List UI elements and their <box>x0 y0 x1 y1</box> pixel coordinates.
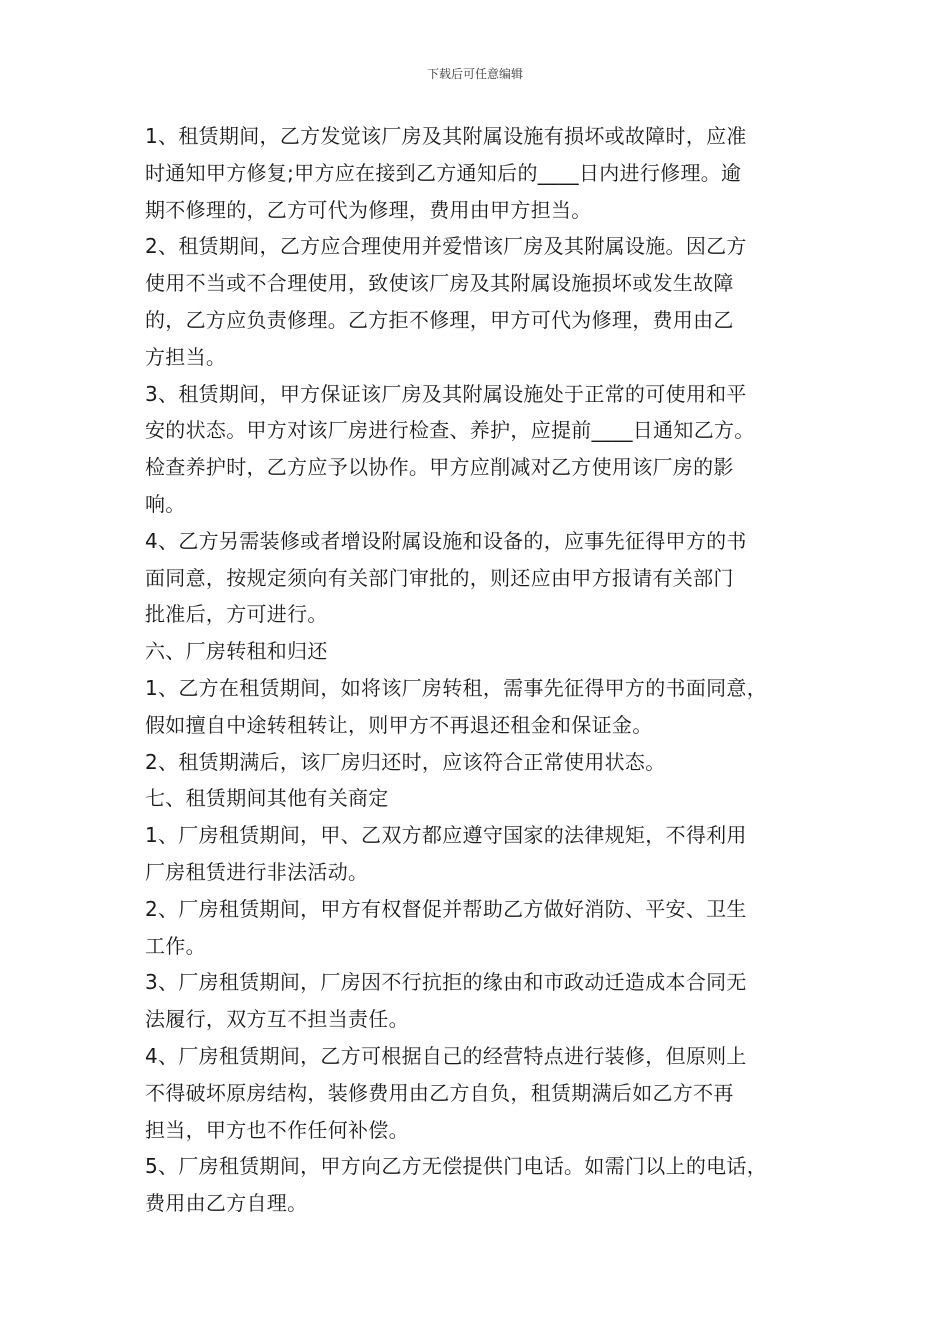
text-line: 面同意，按规定须向有关部门审批的，则还应由甲方报请有关部门 <box>145 565 734 590</box>
text-line: 检查养护时，乙方应予以协作。甲方应削减对乙方使用该厂房的影 <box>145 455 734 480</box>
text-line: 不得破坏原房结构，装修费用由乙方自负，租赁期满后如乙方不再 <box>145 1080 734 1105</box>
text-line: 2、租赁期满后，该厂房归还时，应该符合正常使用状态。 <box>145 749 666 774</box>
text-line: 担当，甲方也不作任何补偿。 <box>145 1117 409 1142</box>
text-line: 时通知甲方修复;甲方应在接到乙方通知后的____日内进行修理。逾 <box>145 160 742 185</box>
text-line: 1、乙方在租赁期间，如将该厂房转租，需事先征得甲方的书面同意， <box>145 675 768 700</box>
section-heading: 七、租赁期间其他有关商定 <box>145 786 389 811</box>
text-line: 工作。 <box>145 933 206 958</box>
text-line: 期不修理的，乙方可代为修理，费用由甲方担当。 <box>145 197 592 222</box>
text-line: 1、租赁期间，乙方发觉该厂房及其附属设施有损坏或故障时，应准 <box>145 124 747 148</box>
text-line: 3、租赁期间，甲方保证该厂房及其附属设施处于正常的可使用和平 <box>145 381 747 406</box>
text-line: 4、厂房租赁期间，乙方可根据自己的经营特点进行装修，但原则上 <box>145 1043 747 1068</box>
text-line: 费用由乙方自理。 <box>145 1191 308 1216</box>
text-line: 安的状态。甲方对该厂房进行检查、养护，应提前____日通知乙方。 <box>145 418 755 443</box>
text-line: 的，乙方应负责修理。乙方拒不修理，甲方可代为修理，费用由乙 <box>145 307 734 332</box>
text-line: 4、乙方另需装修或者增设附属设施和设备的，应事先征得甲方的书 <box>145 528 747 553</box>
text-line: 5、厂房租赁期间，甲方向乙方无偿提供门电话。如需门以上的电话， <box>145 1154 768 1179</box>
page-header: 下载后可任意编辑 <box>426 67 523 81</box>
text-line: 2、厂房租赁期间，甲方有权督促并帮助乙方做好消防、平安、卫生 <box>145 896 747 921</box>
text-line: 法履行，双方互不担当责任。 <box>145 1007 409 1032</box>
document-body <box>145 118 813 1222</box>
text-line: 响。 <box>145 491 186 516</box>
section-heading: 六、厂房转租和归还 <box>145 639 328 664</box>
text-line: 3、厂房租赁期间，厂房因不行抗拒的缘由和市政动迁造成本合同无 <box>145 970 747 995</box>
text-line: 批准后，方可进行。 <box>145 602 328 627</box>
text-line: 2、租赁期间，乙方应合理使用并爱惜该厂房及其附属设施。因乙方 <box>145 234 747 259</box>
text-line: 方担当。 <box>145 344 227 369</box>
text-line: 使用不当或不合理使用，致使该厂房及其附属设施损坏或发生故障 <box>145 271 734 296</box>
text-line: 厂房租赁进行非法活动。 <box>145 859 369 884</box>
text-line: 1、厂房租赁期间，甲、乙双方都应遵守国家的法律规矩，不得利用 <box>145 823 747 848</box>
text-line: 假如擅自中途转租转让，则甲方不再退还租金和保证金。 <box>145 712 653 737</box>
